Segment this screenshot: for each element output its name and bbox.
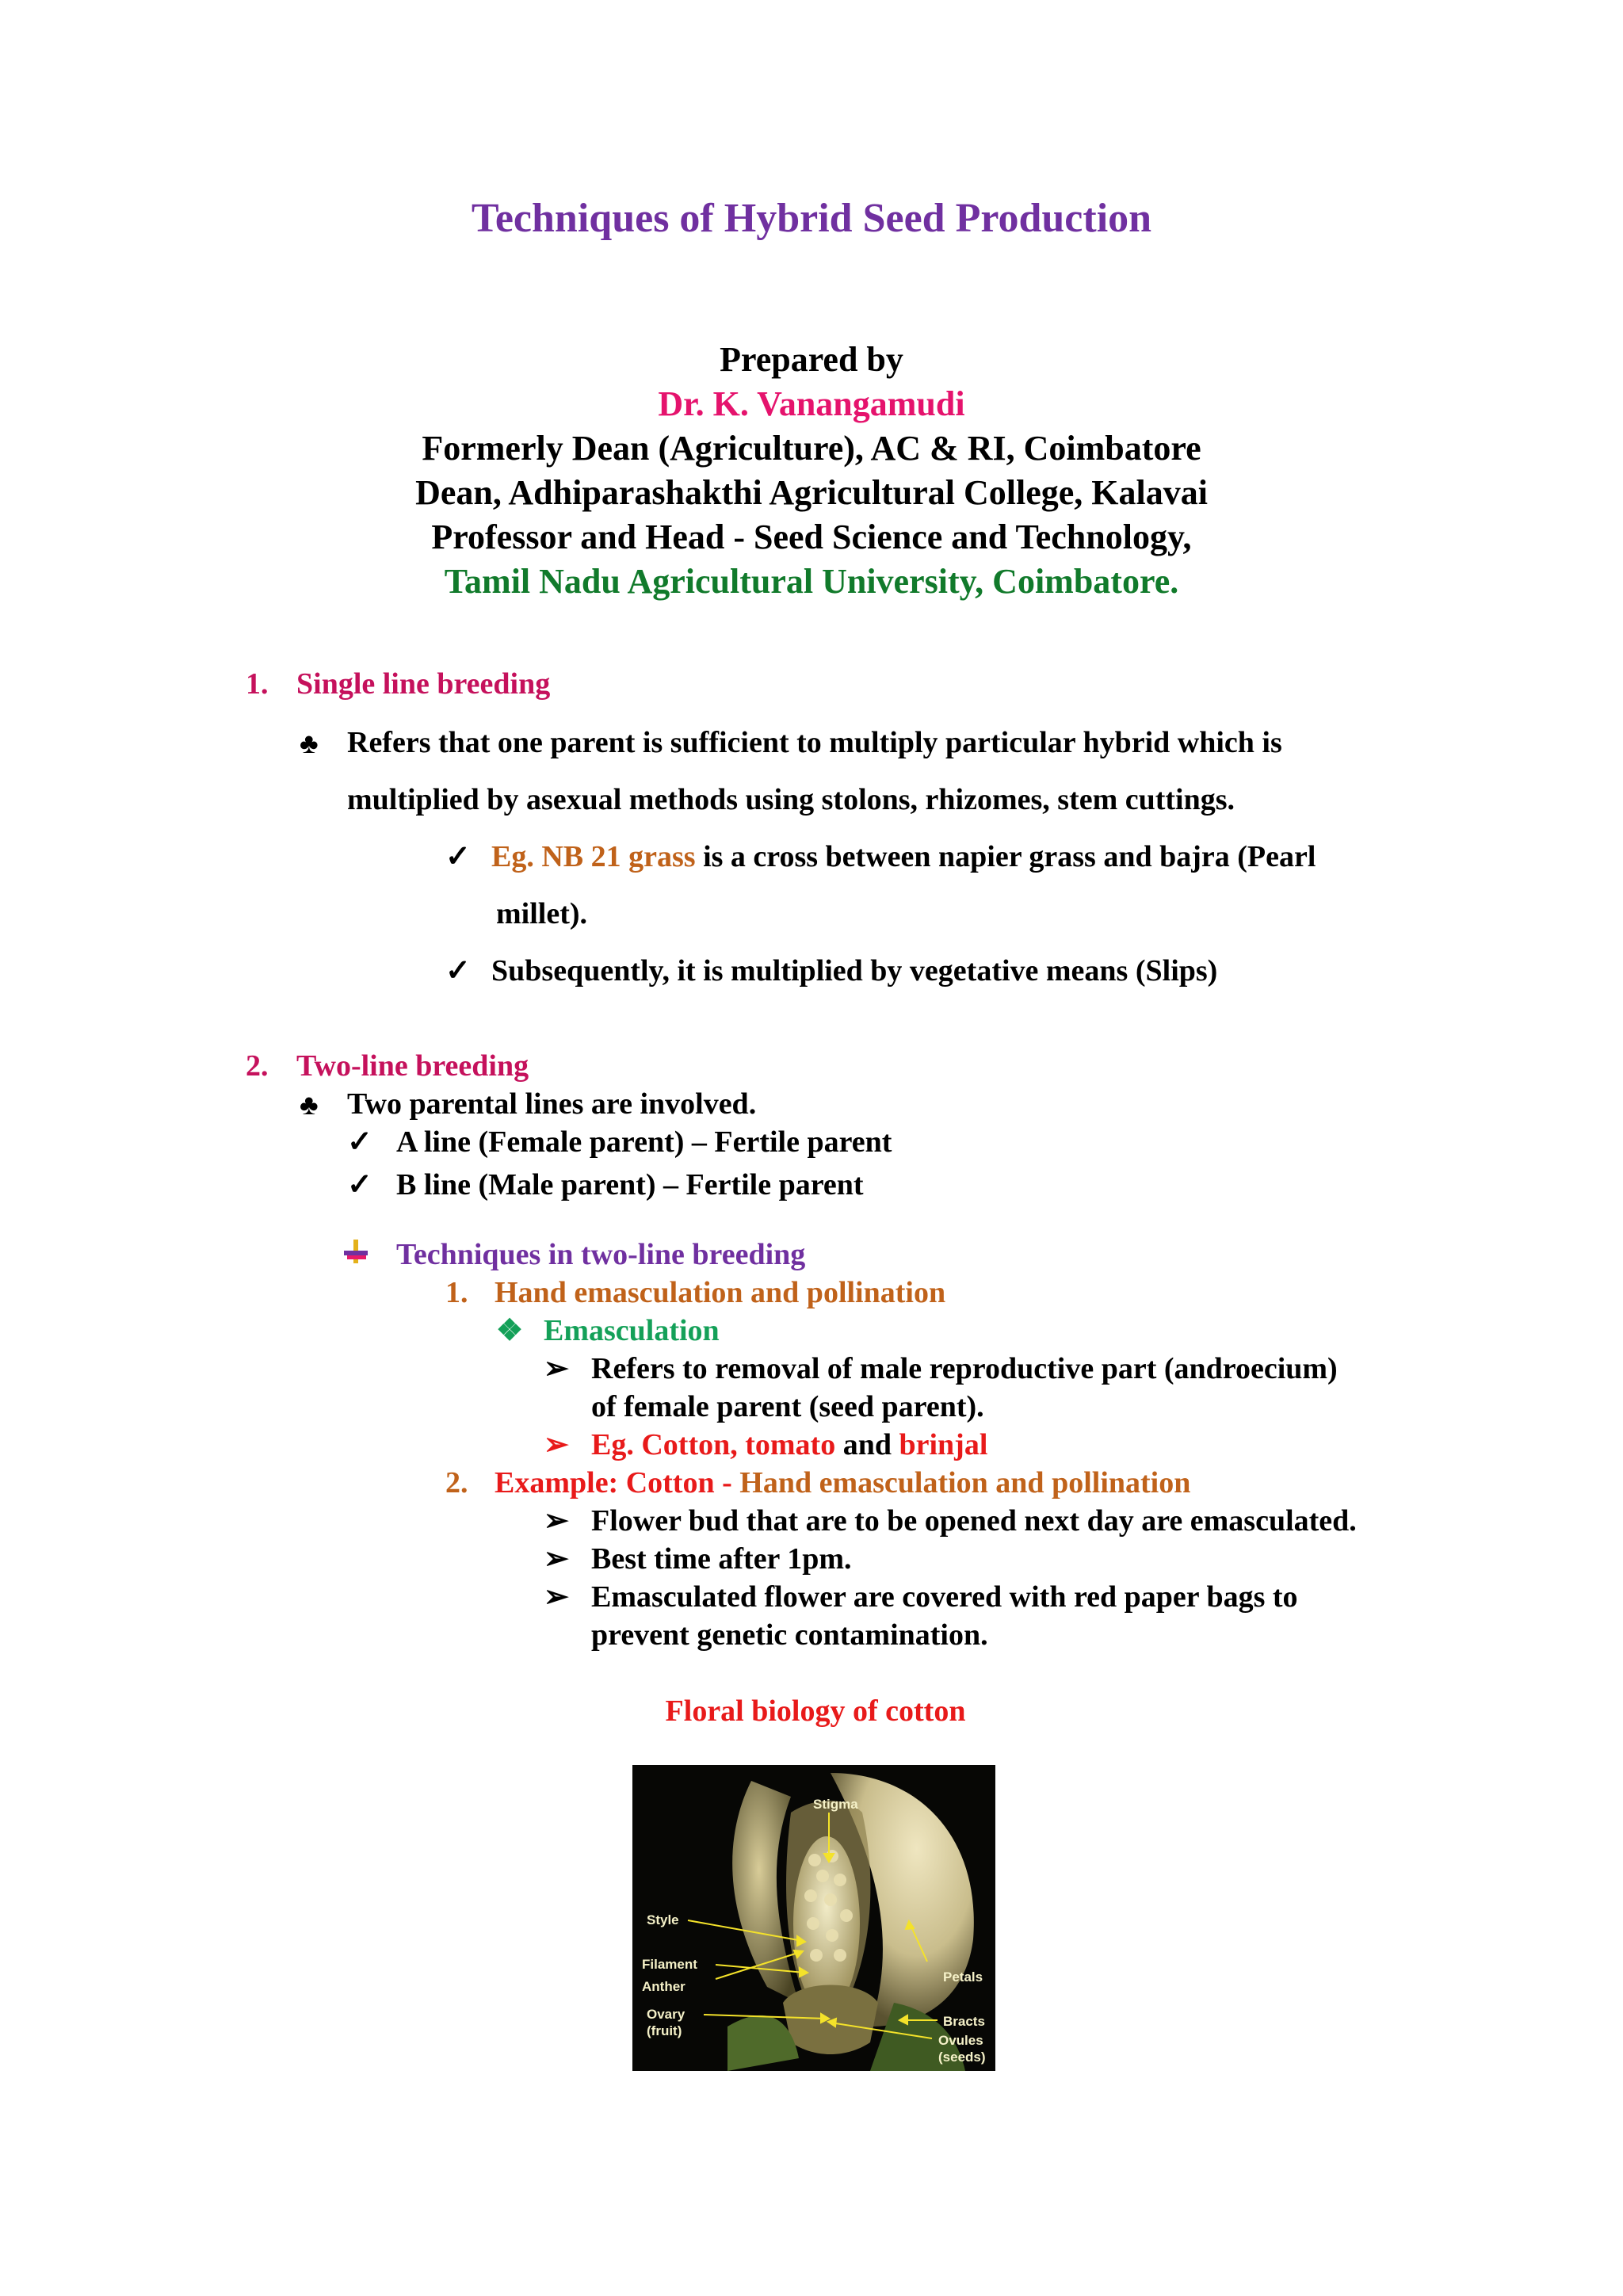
section-1-check-2: Subsequently, it is multiplied by vegetative means (Slips) [491, 954, 1218, 988]
label-anther: Anther [642, 1979, 685, 1994]
label-petals: Petals [943, 1969, 983, 1985]
section-2-check-1: A line (Female parent) – Fertile parent [396, 1125, 892, 1159]
example-label: Eg. NB 21 grass [491, 840, 696, 873]
checkmark-icon: ✓ [347, 1168, 372, 1201]
section-2-heading: Two-line breeding [296, 1049, 529, 1083]
label-ovary: Ovary [647, 2007, 685, 2022]
arrow-bullet-icon: ➢ [544, 1580, 569, 1614]
author-name: Dr. K. Vanangamudi [658, 384, 965, 423]
sub-1-number: 1. [445, 1276, 468, 1309]
sub-2-example: Example: Cotton - [495, 1466, 740, 1499]
example-crops: Eg. Cotton, tomato [591, 1428, 836, 1461]
emasculation-line-1: Refers to removal of male reproductive part (androecium) [591, 1352, 1338, 1385]
label-ovary-fruit: (fruit) [647, 2023, 682, 2038]
checkmark-icon: ✓ [347, 1125, 372, 1159]
label-ovules: Ovules [938, 2033, 983, 2048]
section-2-bullet: Two parental lines are involved. [347, 1087, 757, 1121]
page-title: Techniques of Hybrid Seed Production [471, 196, 1152, 241]
author-university: Tamil Nadu Agricultural University, Coimbatore. [444, 562, 1179, 601]
sub-2-heading-line [495, 1465, 1190, 1501]
sub-2-number: 2. [445, 1466, 468, 1499]
section-1-heading: Single line breeding [296, 667, 551, 701]
club-bullet-icon: ♣ [300, 1089, 319, 1121]
cotton-point-3-line-1: Emasculated flower are covered with red paper bags to [591, 1580, 1298, 1614]
arrow-bullet-icon: ➢ [544, 1428, 569, 1461]
techniques-heading: Techniques in two-line breeding [396, 1238, 806, 1271]
arrow-bullet-icon: ➢ [544, 1504, 569, 1538]
label-bracts: Bracts [943, 2014, 985, 2029]
club-bullet-icon: ♣ [300, 728, 319, 759]
arrow-bullet-icon: ➢ [544, 1352, 569, 1385]
example-text: is a cross between napier grass and bajra (Pearl [695, 840, 1316, 873]
cotton-point-3-line-2: prevent genetic contamination. [591, 1618, 988, 1652]
cotton-point-1: Flower bud that are to be opened next day are emasculated. [591, 1504, 1357, 1538]
author-affiliation-2: Dean, Adhiparashakthi Agricultural College, Kalavai [415, 473, 1208, 512]
cotton-point-2: Best time after 1pm. [591, 1542, 852, 1576]
section-1-bullet-line-1: Refers that one parent is sufficient to multiply particular hybrid which is [347, 726, 1282, 759]
example-brinjal: brinjal [899, 1428, 988, 1461]
emasculation-heading: Emasculation [544, 1314, 720, 1347]
prepared-by: Prepared by [720, 340, 903, 379]
emasculation-line-2: of female parent (seed parent). [591, 1390, 984, 1423]
label-ovules-seeds: (seeds) [938, 2050, 986, 2065]
checkmark-icon: ✓ [445, 840, 471, 873]
section-1-example-line-2: millet). [496, 897, 588, 930]
figure-caption: Floral biology of cotton [665, 1694, 966, 1728]
section-1-number: 1. [246, 667, 269, 701]
cotton-flower-photo [632, 1765, 995, 2071]
label-stigma: Stigma [813, 1797, 858, 1812]
section-1-bullet-line-2: multiplied by asexual methods using stolons, rhizomes, stem cuttings. [347, 783, 1235, 816]
checkmark-icon: ✓ [445, 954, 471, 988]
section-2-number: 2. [246, 1049, 269, 1083]
diamond-bullet-icon: ❖ [496, 1314, 524, 1347]
plus-bullet-icon [342, 1238, 369, 1265]
sub-2-heading: Hand emasculation and pollination [739, 1466, 1191, 1499]
arrow-bullet-icon: ➢ [544, 1542, 569, 1576]
section-2-check-2: B line (Male parent) – Fertile parent [396, 1168, 864, 1201]
author-affiliation-1: Formerly Dean (Agriculture), AC & RI, Coimbatore [422, 429, 1201, 468]
example-and: and [835, 1428, 899, 1461]
label-style: Style [647, 1912, 679, 1927]
sub-1-heading: Hand emasculation and pollination [495, 1276, 946, 1309]
section-1-example [491, 839, 1442, 875]
emasculation-example [591, 1427, 987, 1463]
label-filament: Filament [642, 1957, 697, 1972]
author-affiliation-3: Professor and Head - Seed Science and Technology, [431, 518, 1192, 556]
